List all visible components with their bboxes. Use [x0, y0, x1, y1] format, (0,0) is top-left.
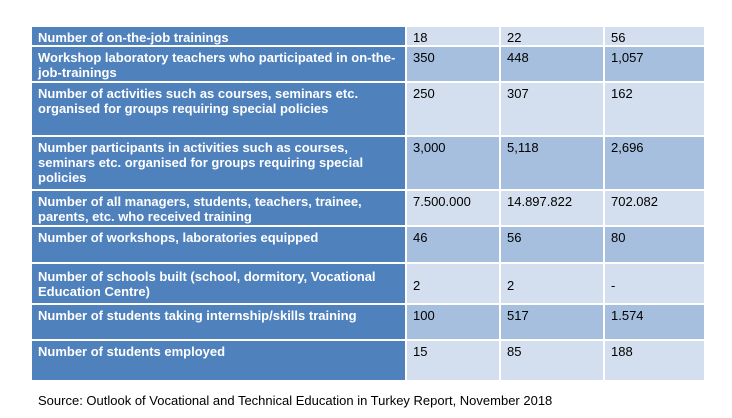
table-cell: 2: [500, 263, 604, 304]
table-cell: 1.574: [604, 304, 705, 340]
table-cell: 14.897.822: [500, 190, 604, 226]
table-cell: 307: [500, 82, 604, 136]
table-row: [31, 136, 705, 190]
table-cell: 702.082: [604, 190, 705, 226]
row-label: Number of students employed: [31, 340, 406, 381]
table-cell: 448: [500, 46, 604, 82]
row-label: Number of on-the-job trainings: [31, 26, 406, 46]
table-cell: 15: [406, 340, 500, 381]
table-row: [31, 46, 705, 82]
table-cell: 46: [406, 226, 500, 263]
table-cell: -: [604, 263, 705, 304]
row-label: Number of schools built (school, dormitory, Vocational Education Centre): [31, 263, 406, 304]
table-row: [31, 263, 705, 304]
table-row: [31, 82, 705, 136]
table-cell: 1,057: [604, 46, 705, 82]
table-cell: 56: [500, 226, 604, 263]
table-cell: 85: [500, 340, 604, 381]
table-row: [31, 26, 705, 46]
table-cell: 250: [406, 82, 500, 136]
row-label: Number of workshops, laboratories equipped: [31, 226, 406, 263]
table-cell: 80: [604, 226, 705, 263]
table-cell: 2,696: [604, 136, 705, 190]
source-caption: Source: Outlook of Vocational and Technical Education in Turkey Report, November 2018: [38, 393, 553, 408]
row-label: Workshop laboratory teachers who participated in on-the-job-trainings: [31, 46, 406, 82]
table-cell: 3,000: [406, 136, 500, 190]
row-label: Number of students taking internship/skills training: [31, 304, 406, 340]
table-cell: 7.500.000: [406, 190, 500, 226]
table-cell: 517: [500, 304, 604, 340]
table-cell: 22: [500, 26, 604, 46]
table-row: [31, 304, 705, 340]
table-cell: 350: [406, 46, 500, 82]
table-cell: 188: [604, 340, 705, 381]
row-label: Number of all managers, students, teachers, trainee, parents, etc. who received training: [31, 190, 406, 226]
row-label: Number of activities such as courses, seminars etc. organised for groups requiring special policies: [31, 82, 406, 136]
table-cell: 100: [406, 304, 500, 340]
table-row: [31, 340, 705, 381]
table-row: [31, 190, 705, 226]
table-cell: 18: [406, 26, 500, 46]
table-row: [31, 226, 705, 263]
table-cell: 5,118: [500, 136, 604, 190]
row-label: Number participants in activities such as courses, seminars etc. organised for groups requiring special policies: [31, 136, 406, 190]
table-cell: 56: [604, 26, 705, 46]
table-cell: 2: [406, 263, 500, 304]
statistics-table: [30, 25, 706, 382]
table-cell: 162: [604, 82, 705, 136]
